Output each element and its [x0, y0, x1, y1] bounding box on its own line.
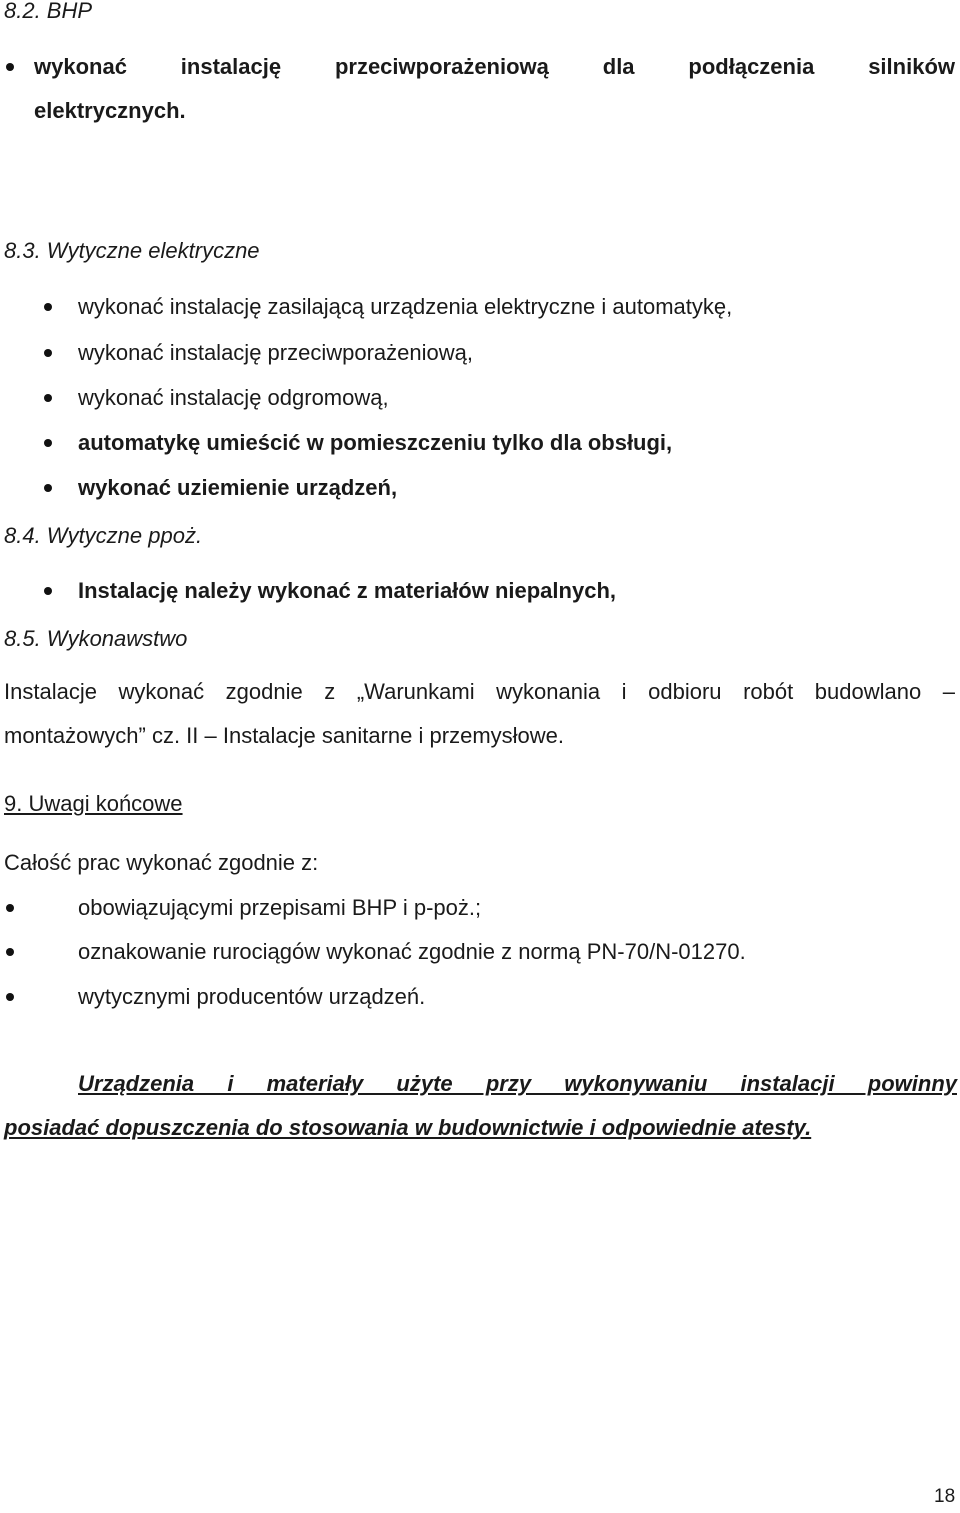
section-8-3-item: wykonać instalację przeciwporażeniową, [78, 340, 473, 365]
section-8-5-paragraph-line-2: montażowych” cz. II – Instalacje sanitarne i przemysłowe. [4, 723, 565, 748]
section-9-item: wytycznymi producentów urządzeń. [78, 984, 426, 1009]
section-9-heading: 9. Uwagi końcowe [4, 791, 183, 816]
bullet-icon [6, 904, 14, 912]
section-8-3-item: wykonać instalację odgromową, [78, 385, 389, 410]
bullet-icon [44, 303, 52, 311]
section-8-3-item: automatykę umieścić w pomieszczeniu tylko dla obsługi, [78, 430, 673, 455]
section-8-2-bullet-line-1: wykonać instalację przeciwporażeniową dla podłączenia silników [34, 54, 955, 79]
section-9-intro: Całość prac wykonać zgodnie z: [4, 850, 319, 875]
section-8-3-item: wykonać uziemienie urządzeń, [78, 475, 398, 500]
closing-statement-line-2: posiadać dopuszczenia do stosowania w budownictwie i odpowiednie atesty. [4, 1115, 812, 1140]
bullet-icon [44, 394, 52, 402]
bullet-icon [44, 587, 52, 595]
section-8-3-item: wykonać instalację zasilającą urządzenia elektryczne i automatykę, [78, 294, 733, 319]
bullet-icon [44, 439, 52, 447]
section-9-item: oznakowanie rurociągów wykonać zgodnie z normą PN-70/N-01270. [78, 939, 746, 964]
section-8-3-heading: 8.3. Wytyczne elektryczne [4, 238, 260, 263]
section-8-2-heading: 8.2. BHP [4, 0, 93, 23]
page-number: 18 [934, 1486, 956, 1507]
bullet-icon [44, 484, 52, 492]
section-8-5-paragraph-line-1: Instalacje wykonać zgodnie z „Warunkami wykonania i odbioru robót budowlano – [4, 679, 955, 704]
section-8-5-heading: 8.5. Wykonawstwo [4, 626, 188, 651]
bullet-icon [44, 349, 52, 357]
bullet-icon [6, 993, 14, 1001]
closing-statement-line-1: Urządzenia i materiały użyte przy wykonywaniu instalacji powinny [78, 1071, 957, 1096]
bullet-icon [6, 63, 14, 71]
section-9-item: obowiązującymi przepisami BHP i p-poż.; [78, 895, 482, 920]
section-8-4-heading: 8.4. Wytyczne ppoż. [4, 523, 203, 548]
section-8-2-bullet-line-2: elektrycznych. [34, 98, 186, 123]
bullet-icon [6, 948, 14, 956]
section-8-4-item: Instalację należy wykonać z materiałów niepalnych, [78, 578, 616, 603]
